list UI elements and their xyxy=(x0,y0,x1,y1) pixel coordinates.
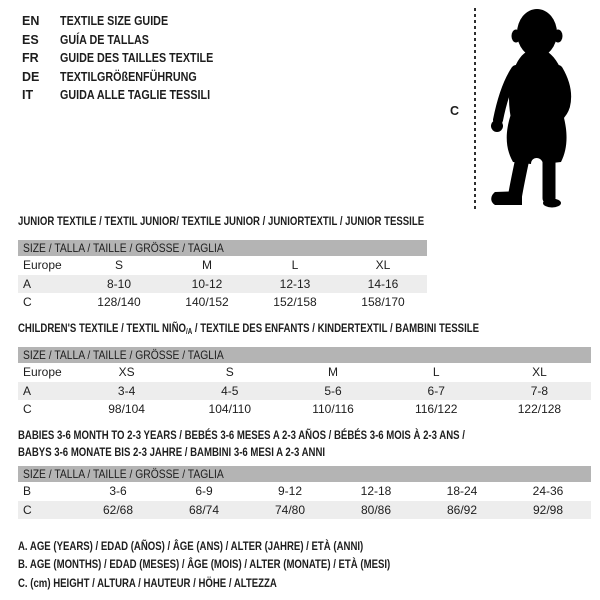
children-title-text xyxy=(18,321,479,336)
babies-row-c xyxy=(18,501,591,520)
table-cell: 110/116 xyxy=(312,402,354,417)
legend-line-a: A. AGE (YEARS) / EDAD (AÑOS) / ÂGE (ANS) / ALTER (JAHRE) / ETÀ (ANNI) xyxy=(18,539,364,553)
table-cell: 7-8 xyxy=(530,383,549,398)
language-row xyxy=(22,49,238,68)
table-cell: 5-6 xyxy=(324,383,342,398)
table-cell: 128/140 xyxy=(97,295,141,310)
table-cell: 158/170 xyxy=(361,295,405,310)
table-cell: 3-6 xyxy=(109,484,127,499)
table-cell: 6-7 xyxy=(427,383,445,398)
table-cell: M xyxy=(328,365,338,380)
junior-title-text: JUNIOR TEXTILE / TEXTIL JUNIOR/ TEXTILE JUNIOR / JUNIORTEXTIL / JUNIOR TESSILE xyxy=(18,214,425,228)
height-measure-label: C xyxy=(450,104,460,118)
table-cell: 92/98 xyxy=(532,502,564,517)
table-cell: 4-5 xyxy=(221,383,239,398)
children-row-europe xyxy=(18,363,591,382)
language-code: EN xyxy=(22,14,40,28)
table-cell: 14-16 xyxy=(367,276,399,291)
row-label: C xyxy=(23,295,32,310)
babies-row-b xyxy=(18,482,591,501)
table-cell: XL xyxy=(532,365,547,380)
junior-size-table xyxy=(18,240,427,312)
junior-row-europe xyxy=(18,256,427,275)
language-code: FR xyxy=(22,51,39,65)
children-size-table xyxy=(18,347,591,419)
language-code: ES xyxy=(22,32,39,47)
babies-size-header-bar xyxy=(18,466,591,482)
size-header-text: SIZE / TALLA / TAILLE / GRÖSSE / TAGLIA xyxy=(23,241,224,255)
table-cell: 80/86 xyxy=(360,502,392,517)
row-label: A xyxy=(23,383,32,398)
table-cell: S xyxy=(225,365,234,380)
language-header xyxy=(22,12,238,105)
table-cell: 18-24 xyxy=(446,484,478,499)
language-title: GUÍA DE TALLAS xyxy=(60,32,149,47)
language-title: GUIDE DES TAILLES TEXTILE xyxy=(60,51,214,65)
table-cell: 12-13 xyxy=(279,276,311,291)
table-cell: 116/122 xyxy=(414,402,458,417)
toddler-silhouette-image xyxy=(484,6,588,211)
row-label: Europe xyxy=(23,258,62,273)
junior-row-a xyxy=(18,275,427,294)
table-cell: XL xyxy=(375,258,391,273)
height-measure-dashed-line xyxy=(474,8,476,210)
language-code: DE xyxy=(22,69,40,84)
row-label: C xyxy=(23,502,32,517)
table-cell: 24-36 xyxy=(532,484,564,499)
table-cell: 152/158 xyxy=(273,295,317,310)
measurement-legend xyxy=(18,537,483,592)
table-cell: 3-4 xyxy=(117,383,136,398)
legend-line-b: B. AGE (MONTHS) / EDAD (MESES) / ÂGE (MOIS) / ALTER (MONATE) / ETÀ (MESI) xyxy=(18,557,391,572)
legend-line-c: C. (cm) HEIGHT / ALTURA / HAUTEUR / HÖHE / ALTEZZA xyxy=(18,575,277,590)
table-cell: 62/68 xyxy=(102,502,134,517)
babies-title-line1: BABIES 3-6 MONTH TO 2-3 YEARS / BEBÉS 3-6 MESES A 2-3 AÑOS / BÉBÉS 3-6 MOIS À 2-3 ANS / xyxy=(18,428,465,442)
language-code: IT xyxy=(22,88,34,102)
row-label: B xyxy=(23,484,32,499)
table-cell: XS xyxy=(118,365,135,380)
children-title-before: CHILDREN'S TEXTILE / TEXTIL NIÑO xyxy=(18,321,186,335)
table-cell: L xyxy=(432,365,440,380)
children-title-subscript: /A xyxy=(185,326,193,336)
language-row xyxy=(22,31,238,50)
children-row-a xyxy=(18,382,591,401)
children-title-after: / TEXTILE DES ENFANTS / KINDERTEXTIL / BAMBINI TESSILE xyxy=(192,321,480,335)
babies-section-title xyxy=(18,428,577,459)
table-cell: 74/80 xyxy=(274,502,306,517)
language-title: GUIDA ALLE TAGLIE TESSILI xyxy=(60,88,211,102)
children-section-title xyxy=(18,321,594,336)
table-cell: L xyxy=(291,258,299,273)
row-label: C xyxy=(23,402,32,417)
table-cell: 10-12 xyxy=(191,276,223,291)
language-title: TEXTILGRÖßENFÜHRUNG xyxy=(60,69,197,84)
row-label: A xyxy=(23,276,32,291)
size-header-text: SIZE / TALLA / TAILLE / GRÖSSE / TAGLIA xyxy=(23,467,224,481)
table-cell: 98/104 xyxy=(108,402,145,417)
table-cell: S xyxy=(114,258,123,273)
table-cell: 140/152 xyxy=(185,295,229,310)
table-cell: 6-9 xyxy=(195,484,213,499)
table-cell: 8-10 xyxy=(106,276,132,291)
table-cell: 9-12 xyxy=(277,484,303,499)
table-cell: 104/110 xyxy=(208,402,252,417)
children-row-c xyxy=(18,400,591,419)
language-row xyxy=(22,12,238,31)
junior-row-c xyxy=(18,293,427,312)
size-header-text: SIZE / TALLA / TAILLE / GRÖSSE / TAGLIA xyxy=(23,348,224,362)
table-cell: 68/74 xyxy=(188,502,220,517)
language-title: TEXTILE SIZE GUIDE xyxy=(60,14,169,28)
language-row xyxy=(22,68,238,87)
language-row xyxy=(22,86,238,105)
table-cell: 86/92 xyxy=(446,502,478,517)
table-cell: 12-18 xyxy=(360,484,392,499)
babies-size-table xyxy=(18,466,591,519)
table-cell: M xyxy=(202,258,212,273)
children-size-header-bar xyxy=(18,347,591,363)
table-cell: 122/128 xyxy=(517,402,562,417)
junior-size-header-bar xyxy=(18,240,427,256)
junior-section-title xyxy=(18,214,526,228)
row-label: Europe xyxy=(23,365,62,380)
babies-title-line2: BABYS 3-6 MONATE BIS 2-3 JAHRE / BAMBINI 3-6 MESI A 2-3 ANNI xyxy=(18,445,326,459)
